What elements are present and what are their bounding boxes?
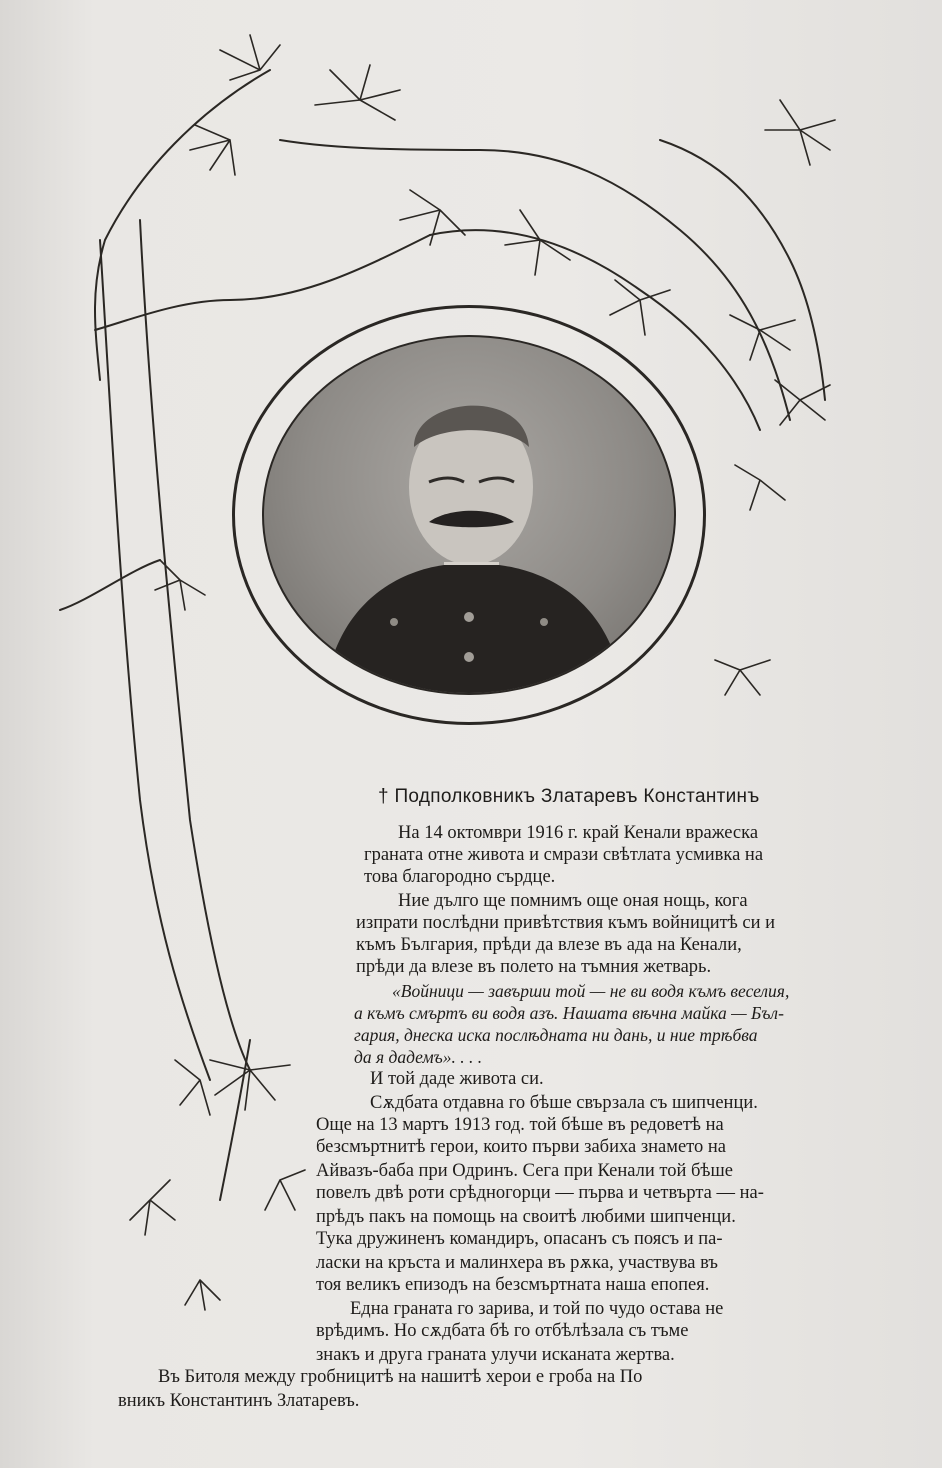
text-line: Тука дружиненъ командиръ, опасанъ съ поясъ и па- [316,1229,723,1249]
article-title: † Подполковникъ Златаревъ Константинъ [378,786,760,807]
text-line: На 14 октомври 1916 г. край Кенали вражеска [398,823,759,843]
text-line: граната отне живота и смрази свѣтлата усмивка на [364,845,764,865]
text-line: Въ Битоля между гробницитѣ на нашитѣ херои е гроба на По [158,1367,643,1387]
text-line: ласки на кръста и малинхера въ рѫка, участвува въ [316,1253,718,1273]
text-line: Още на 13 мартъ 1913 год. той бѣше въ редоветѣ на [316,1115,724,1135]
quote-line: гария, днеска иска послѣдната ни дань, и ние трѣбва [354,1025,758,1045]
officer-portrait-image [264,337,676,695]
text-line: безсмъртнитѣ герои, които първи забиха знамето на [316,1137,726,1157]
text-line: знакъ и друга граната улучи исканата жертва. [316,1345,675,1365]
text-line: къмъ България, прѣди да влезе въ ада на Кенали, [356,935,742,955]
text-line: Айвазъ-баба при Одринъ. Сега при Кенали той бѣше [316,1161,733,1181]
quote-line: а къмъ смъртъ ви водя азъ. Нашата вѣчна майка — Бъл- [354,1003,784,1023]
text-line: това благородно сърдце. [364,867,556,887]
text-line: вникъ Константинъ Златаревъ. [118,1391,360,1411]
text-line: Сѫдбата отдавна го бѣше свързала съ шипченци. [370,1093,758,1113]
text-line: прѣдъ пакъ на помощь на своитѣ любими шипченци. [316,1207,736,1227]
quote-line: да я дадемъ». . . . [354,1047,483,1067]
text-line: И той даде живота си. [370,1069,544,1089]
text-line: прѣди да влезе въ полето на тъмния жетварь. [356,957,712,977]
text-line: Една граната го зарива, и той по чудо остава не [350,1299,724,1319]
quote-line: «Войници — завърши той — не ви водя къмъ веселия, [392,981,790,1001]
text-line: тоя великъ епизодъ на безсмъртната наша епопея. [316,1275,710,1295]
text-line: изпрати послѣдни привѣтствия къмъ войницитѣ си и [356,913,776,933]
text-line: врѣдимъ. Но сѫдбата бѣ го отбѣлѣзала съ тъме [316,1321,689,1341]
portrait-photo [262,335,676,695]
text-line: Ние дълго ще помнимъ още оная нощь, кога [398,891,748,911]
text-line: повелъ двѣ роти срѣдногорци — първа и четвърта — на- [316,1183,764,1203]
